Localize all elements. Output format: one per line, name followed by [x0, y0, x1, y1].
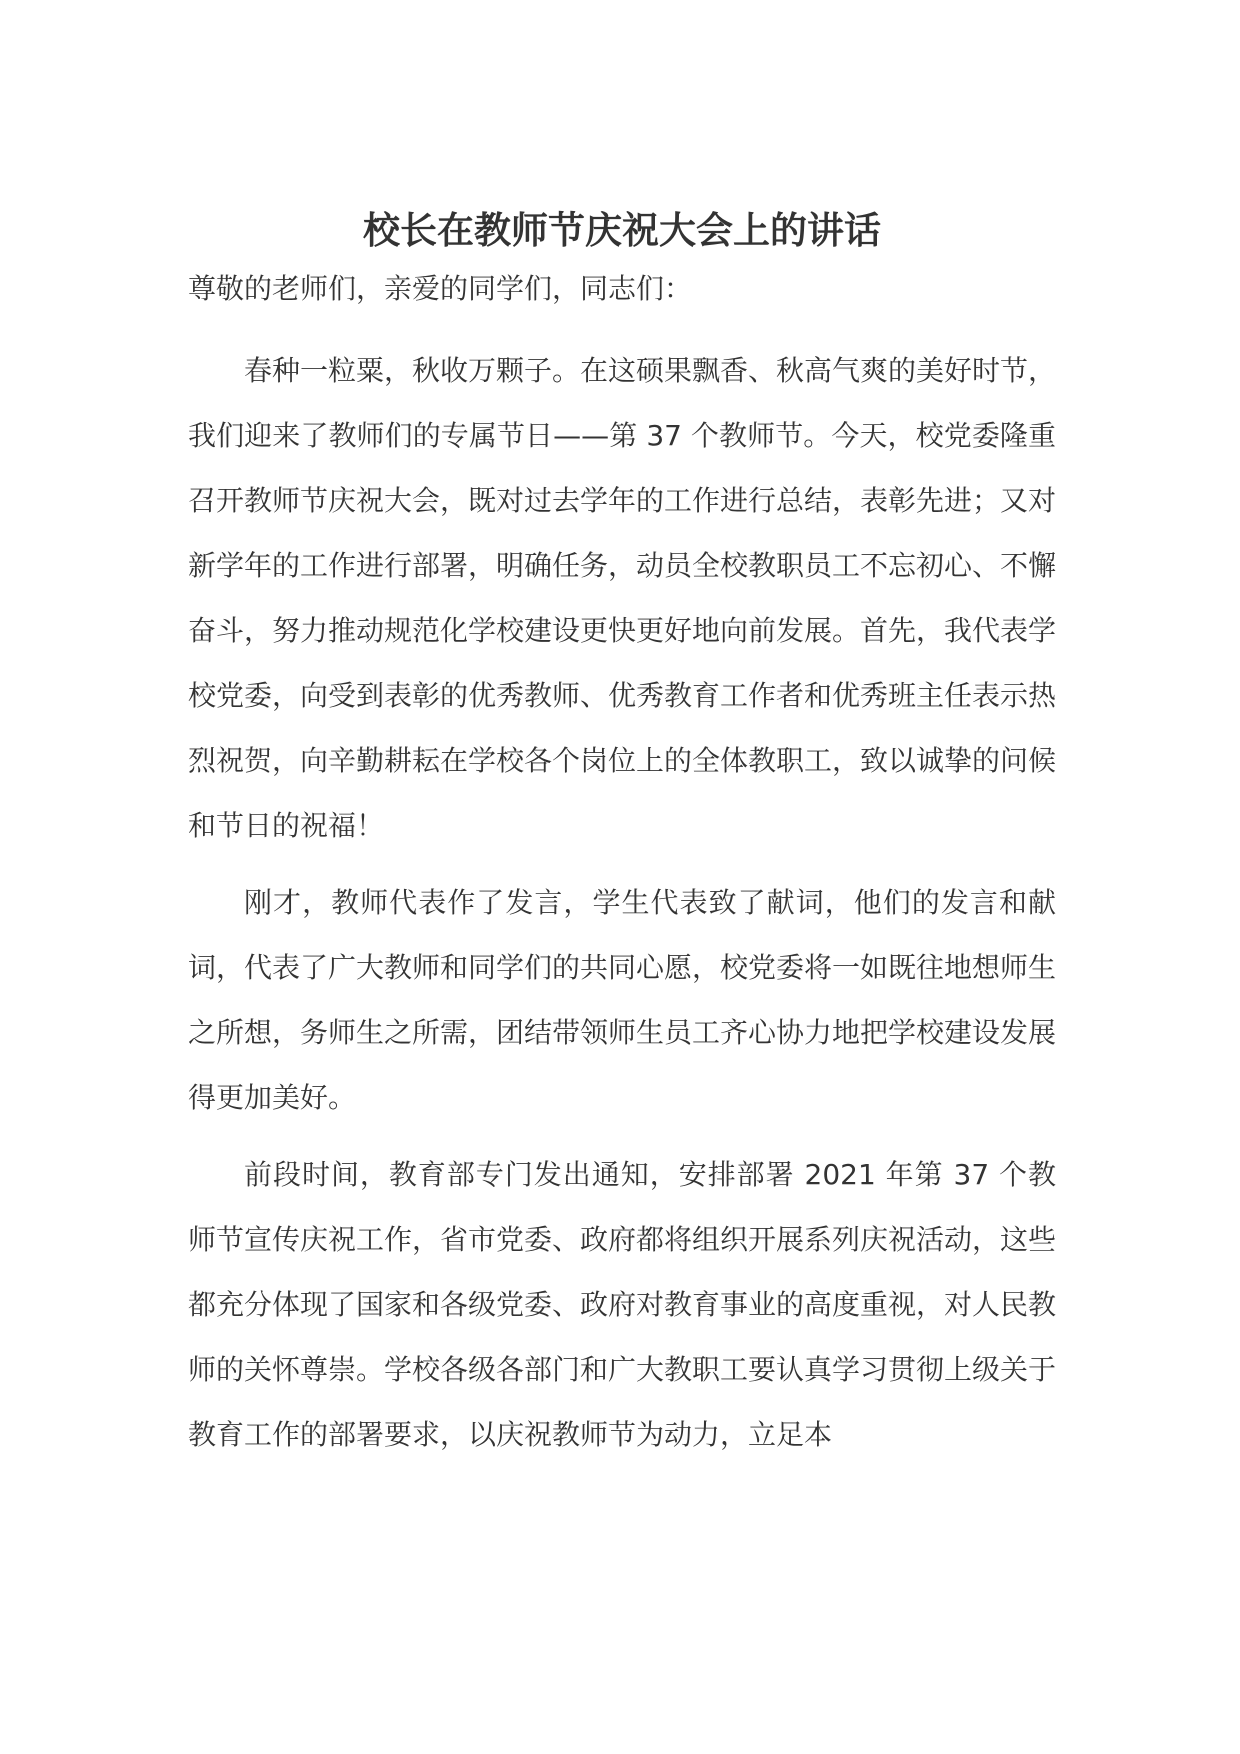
greeting-line: 尊敬的老师们，亲爱的同学们，同志们：: [188, 272, 693, 305]
paragraph-2: 刚才，教师代表作了发言，学生代表致了献词，他们的发言和献词，代表了广大教师和同学们的共同心愿，校党委将一如既往地想师生之所想，务师生之所需，团结带领师生员工齐心协力地把学校建设发展得更加美好。: [188, 886, 1057, 1114]
document-title: 校长在教师节庆祝大会上的讲话: [363, 208, 881, 252]
paragraph-3: 前段时间，教育部专门发出通知，安排部署 2021 年第 37 个教师节宣传庆祝工作，省市党委、政府都将组织开展系列庆祝活动，这些都充分体现了国家和各级党委、政府对教育事业的高度重视，对人民教师的关怀尊崇。学校各级各部门和广大教职工要认真学习贯彻上级关于教育工作的部署要求，以庆祝教师节为动力，立足本: [188, 1158, 1057, 1451]
document-body: [188, 204, 1056, 1479]
paragraph-1: 春种一粒粟，秋收万颗子。在这硕果飘香、秋高气爽的美好时节，我们迎来了教师们的专属节日——第 37 个教师节。今天，校党委隆重召开教师节庆祝大会，既对过去学年的工作进行总结，表彰先进；又对新学年的工作进行部署，明确任务，动员全校教职员工不忘初心、不懈奋斗，努力推动规范化学校建设更快更好地向前发展。首先，我代表学校党委，向受到表彰的优秀教师、优秀教育工作者和优秀班主任表示热烈祝贺，向辛勤耕耘在学校各个岗位上的全体教职工，致以诚挚的问候和节日的祝福！: [188, 354, 1057, 842]
